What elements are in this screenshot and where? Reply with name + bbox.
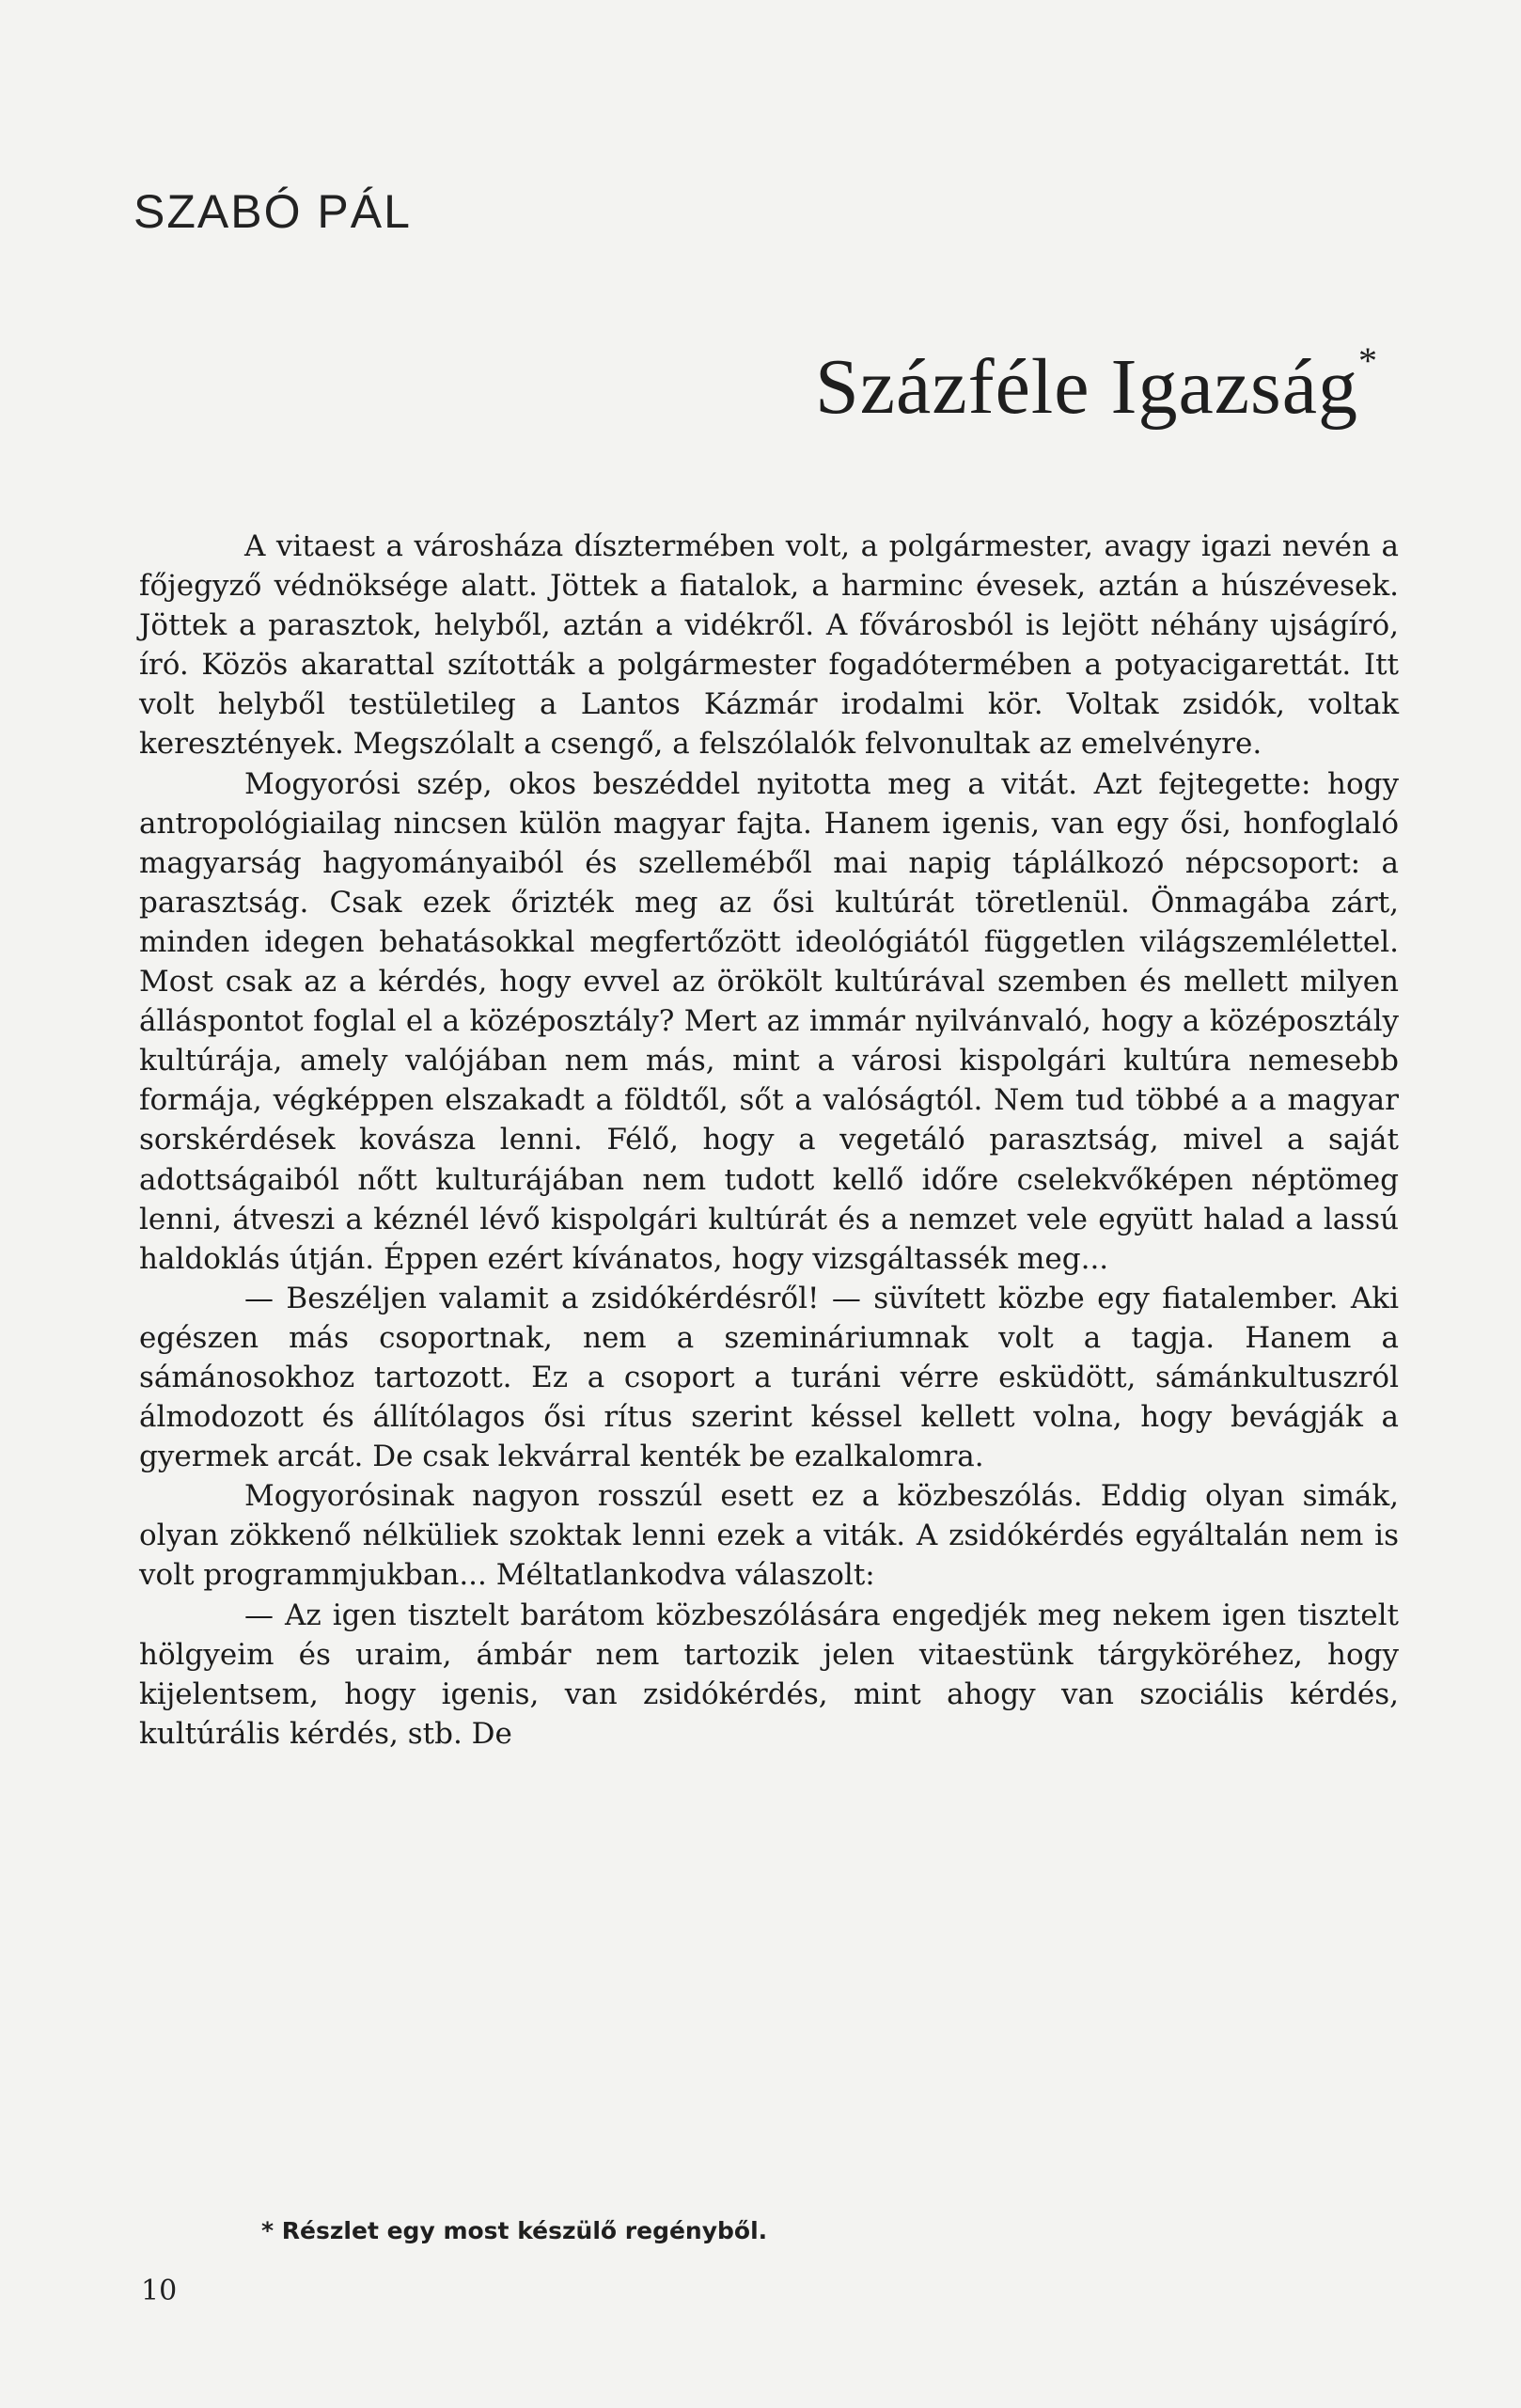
paragraph: Mogyorósi szép, okos beszéddel nyitotta meg a vitát. Azt fejtegette: hogy antropológiailag nincsen külön magyar fajta. Hanem igenis, van egy ősi, honfoglaló magyarság hagyományaiból és szelleméből mai napig táplálkozó népcsoport: a parasztság. Csak ezek őrizték meg az ősi kultúrát töretlenül. Önmagába zárt, minden idegen behatásokkal megfertőzött ideológiától független világszemlélettel. Most csak az a kérdés, hogy evvel az örökölt kultúrával szemben és mellett milyen álláspontot foglal el a középosztály? Mert az immár nyilvánvaló, hogy a középosztály kultúrája, amely valójában nem más, mint a városi kispolgári kultúra nemesebb formája, végképpen elszakadt a földtől, sőt a valóságtól. Nem tud többé a a magyar sorskérdések kovásza lenni. Félő, hogy a vegetáló parasztság, mivel a saját adottságaiból nőtt kulturájában nem tudott kellő időre cselekvőképen néptömeg lenni, átveszi a kéznél lévő kispolgári kultúrát és a nemzet vele együtt halad a lassú haldoklás útján. Éppen ezért kívánatos, hogy vizsgáltassék meg... bbox=[139, 766, 1399, 1276]
paragraph: — Az igen tisztelt barátom közbeszólására engedjék meg nekem igen tisztelt hölgyeim és uraim, ámbár nem tartozik jelen vitaestünk tárgyköréhez, hogy kijelentsem, hogy igenis, van zsidókérdés, mint ahogy van szociális kérdés, kultúrális kérdés, stb. De bbox=[139, 1597, 1399, 1751]
author-name: SZABÓ PÁL bbox=[133, 185, 412, 238]
article-title bbox=[815, 338, 1378, 433]
title-footnote-mark: * bbox=[1358, 339, 1378, 382]
paragraph: — Beszéljen valamit a zsidókérdésről! — süvített közbe egy fiatalember. Aki egészen más csoportnak, nem a szemináriumnak volt a tagja. Hanem a sámánosokhoz tartozott. Ez a csoport a turáni vérre esküdött, sámánkultuszról álmodozott és állítólagos ősi rítus szerint késsel kellett volna, hogy bevágják a gyermek arcát. De csak lekvárral kenték be ezalkalomra. bbox=[139, 1281, 1399, 1474]
article-body bbox=[139, 527, 1399, 1754]
article-title-text: Százféle Igazság bbox=[815, 343, 1358, 431]
paragraph: Mogyorósinak nagyon rosszúl esett ez a közbeszólás. Eddig olyan simák, olyan zökkenő nélküliek szoktak lenni ezek a viták. A zsidókérdés egyáltalán nem is volt programmjukban... Méltatlankodva válaszolt: bbox=[139, 1479, 1399, 1593]
footnote: * Részlet egy most készülő regényből. bbox=[261, 2217, 768, 2244]
paragraph: A vitaest a városháza dísztermében volt, a polgármester, avagy igazi nevén a főjegyző védnöksége alatt. Jöttek a fiatalok, a harminc évesek, aztán a húszévesek. Jöttek a parasztok, helyből, aztán a vidékről. A fővárosból is lejött néhány ujságíró, író. Közös akarattal szították a polgármester fogadótermében a potyacigarettát. Itt volt helyből testületileg a Lantos Kázmár irodalmi kör. Voltak zsidók, voltak keresztények. Megszólalt a csengő, a felszólalók felvonultak az emelvényre. bbox=[139, 529, 1399, 762]
page-number: 10 bbox=[141, 2274, 178, 2307]
